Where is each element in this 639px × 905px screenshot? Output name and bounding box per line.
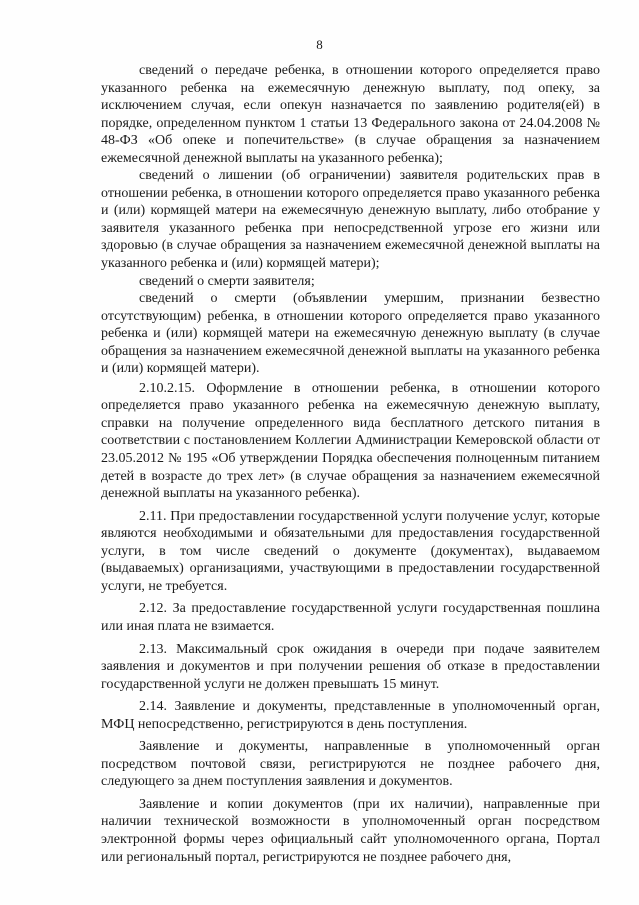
paragraph-postal-registration: Заявление и документы, направленные в уполномоченный орган посредством почтовой связи, регистрируются не позднее рабочего дня, следующего за днем поступления заявления и документов. — [101, 739, 600, 790]
paragraph-2-14: 2.14. Заявление и документы, представленные в уполномоченный орган, МФЦ непосредственно, регистрируются в день поступления. — [101, 699, 600, 732]
document-body — [101, 62, 600, 866]
paragraph-2-10-2-15: 2.10.2.15. Оформление в отношении ребенка, в отношении которого определяется право указанного ребенка на ежемесячную денежную выплату, справки на получение определенного вида бесплатного детского питания в соответствии с постановлением Коллегии Администрации Кемеровской области от 23.05.2012 № 195 «Об утверждении Порядка обеспечения полноценным питанием детей в возрасте до трех лет» (в случае обращения за назначением ежемесячной денежной выплаты на указанного ребенка). — [101, 380, 600, 502]
paragraph-2-12: 2.12. За предоставление государственной услуги государственная пошлина или иная плата не взимается. — [101, 601, 600, 634]
paragraph-electronic-registration: Заявление и копии документов (при их наличии), направленные при наличии технической возможности в уполномоченный орган посредством электронной формы через официальный сайт уполномоченного органа, Портал или региональный портал, регистрируются не позднее рабочего дня, — [101, 796, 600, 865]
paragraph-2-11: 2.11. При предоставлении государственной услуги получение услуг, которые являются необходимыми и обязательными для предоставления государственной услуги, в том числе сведений о документе (документах), выдаваемом (выдаваемых) организациями, участвующими в предоставлении государственной услуги, не требуется. — [101, 508, 600, 594]
page-number: 8 — [316, 37, 323, 52]
paragraph-parental-rights: сведений о лишении (об ограничении) заявителя родительских прав в отношении ребенка, в отношении которого определяется право указанного ребенка и (или) кормящей матери на ежемесячную денежную выплату, либо отобрание у заявителя указанного ребенка при непосредственной угрозе его жизни или здоровью (в случае обращения за назначением ежемесячной денежной выплаты на указанного ребенка и (или) кормящей матери); — [101, 168, 600, 272]
paragraph-2-13: 2.13. Максимальный срок ожидания в очереди при подаче заявителем заявления и документов и при получении решения об отказе в предоставлении государственной услуги не должен превышать 15 минут. — [101, 641, 600, 692]
paragraph-applicant-death: сведений о смерти заявителя; — [139, 273, 315, 289]
paragraph-guardianship-transfer: сведений о передаче ребенка, в отношении которого определяется право указанного ребенка на ежемесячную денежную выплату, под опеку, за исключением случая, если опекун назначается по заявлению родителя(ей) в порядке, определенном пунктом 1 статьи 13 Федерального закона от 24.04.2008 № 48-ФЗ «Об опеке и попечительстве» (в случае обращения за назначением ежемесячной денежной выплаты на указанного ребенка); — [101, 63, 600, 166]
paragraph-child-death: сведений о смерти (объявлении умершим, признании безвестно отсутствующим) ребенка, в отношении которого определяется право указанного ребенка и (или) кормящей матери на ежемесячную денежную выплату (в случае обращения за назначением ежемесячной денежной выплаты на указанного ребенка и (или) кормящей матери). — [101, 291, 600, 377]
